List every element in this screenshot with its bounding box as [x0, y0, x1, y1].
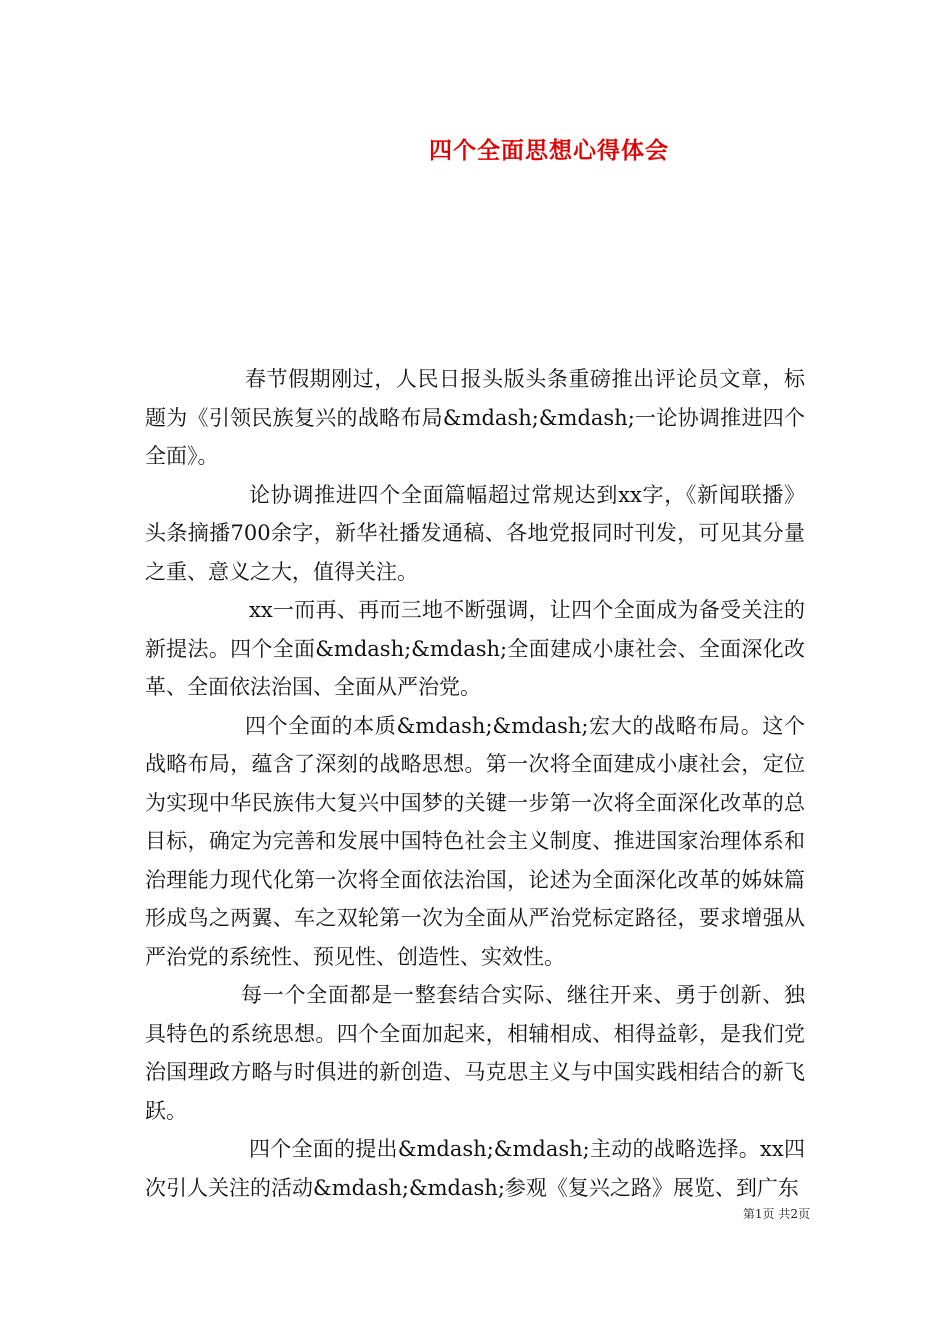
- paragraph-4: 四个全面的本质&mdash;&mdash;宏大的战略布局。这个战略布局，蕴含了深刻的战略思想。第一次将全面建成小康社会，定位为实现中华民族伟大复兴中国梦的关键一步第一次将全面深化改革的总目标，确定为完善和发展中国特色社会主义制度、推进国家治理体系和治理能力现代化第一次将全面依法治国，论述为全面深化改革的姊妹篇形成鸟之两翼、车之双轮第一次为全面从严治党标定路径，要求增强从严治党的系统性、预见性、创造性、实效性。: [145, 713, 805, 969]
- paragraph-5: 每一个全面都是一整套结合实际、继往开来、勇于创新、独具特色的系统思想。四个全面加起来，相辅相成、相得益彰，是我们党治国理政方略与时俱进的新创造、马克思主义与中国实践相结合的新飞跃。: [145, 983, 805, 1123]
- document-title-text: 四个全面思想心得体会: [429, 138, 669, 164]
- document-body: [145, 360, 805, 1207]
- page-number-footer: 第1页 共2页: [742, 1207, 810, 1221]
- paragraph-2: 论协调推进四个全面篇幅超过常规达到xx字，《新闻联播》头条摘播700余字，新华社播发通稿、各地党报同时刊发，可见其分量之重、意义之大，值得关注。: [145, 482, 805, 584]
- paragraph-3: xx一而再、再而三地不断强调，让四个全面成为备受关注的新提法。四个全面&mdash;&mdash;全面建成小康社会、全面深化改革、全面依法治国、全面从严治党。: [145, 598, 805, 699]
- document-title: [0, 132, 950, 165]
- paragraph-6: 四个全面的提出&mdash;&mdash;主动的战略选择。xx四次引人关注的活动&mdash;&mdash;参观《复兴之路》展览、到广东: [145, 1137, 805, 1200]
- paragraph-1: 春节假期刚过，人民日报头版头条重磅推出评论员文章，标题为《引领民族复兴的战略布局&mdash;&mdash;一论协调推进四个全面》。: [145, 367, 805, 468]
